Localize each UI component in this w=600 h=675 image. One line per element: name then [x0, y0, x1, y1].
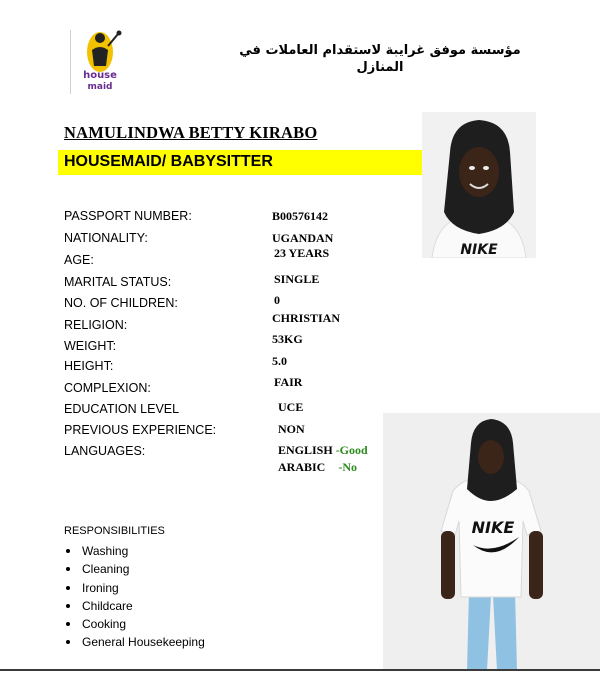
value-religion: CHRISTIAN: [272, 311, 341, 325]
language-name: ARABIC: [278, 460, 326, 474]
language-row-arabic: [278, 460, 357, 475]
role-highlight: [58, 150, 422, 175]
label-passport: PASSPORT NUMBER:: [64, 209, 192, 223]
value-education: UCE: [278, 400, 304, 414]
responsibilities-title: RESPONSIBILITIES: [64, 525, 165, 537]
label-marital-status: MARITAL STATUS:: [64, 275, 172, 289]
value-age: 23 YEARS: [274, 246, 330, 260]
housemaid-logo: [78, 28, 128, 94]
shirt-logo-text: NIKE: [471, 518, 515, 537]
candidate-name: NAMULINDWA BETTY KIRABO: [64, 123, 318, 142]
value-passport: B00576142: [272, 209, 329, 223]
list-item: Ironing: [64, 579, 205, 597]
label-children: NO. OF CHILDREN:: [64, 296, 178, 310]
label-languages: LANGUAGES:: [64, 444, 146, 458]
page-bottom-rule: [0, 669, 600, 671]
label-experience: PREVIOUS EXPERIENCE:: [64, 423, 217, 437]
language-level: -No: [338, 460, 358, 474]
language-name: ENGLISH: [278, 443, 333, 457]
headshot-photo: [422, 112, 536, 258]
label-height: HEIGHT:: [64, 359, 114, 373]
value-marital-status: SINGLE: [274, 272, 320, 286]
value-complexion: FAIR: [274, 375, 303, 389]
list-item: Cleaning: [64, 560, 205, 578]
label-education: EDUCATION LEVEL: [64, 402, 180, 416]
list-item: Washing: [64, 542, 205, 560]
language-row-english: [278, 443, 368, 458]
logo-text-bottom: maid: [87, 82, 113, 92]
language-level: -Good: [335, 443, 368, 457]
label-age: AGE:: [64, 253, 94, 267]
value-nationality: UGANDAN: [272, 231, 334, 245]
agency-title: مؤسسة موفق غرايبة لاستقدام العاملات في المنازل: [239, 43, 521, 75]
label-nationality: NATIONALITY:: [64, 231, 148, 245]
value-weight: 53KG: [272, 332, 303, 346]
label-complexion: COMPLEXION:: [64, 381, 151, 395]
shirt-logo-text: NIKE: [460, 242, 498, 258]
responsibilities-list: [64, 542, 205, 652]
label-weight: WEIGHT:: [64, 339, 117, 353]
value-height: 5.0: [272, 354, 287, 368]
logo-divider: [70, 30, 71, 94]
label-religion: RELIGION:: [64, 318, 128, 332]
value-experience: NON: [278, 422, 305, 436]
list-item: Childcare: [64, 597, 205, 615]
candidate-role: HOUSEMAID/ BABYSITTER: [64, 153, 273, 170]
list-item: Cooking: [64, 615, 205, 633]
logo-text-top: house: [83, 70, 117, 81]
list-item: General Housekeeping: [64, 633, 205, 651]
value-children: 0: [274, 293, 280, 307]
full-body-photo: [383, 413, 600, 671]
